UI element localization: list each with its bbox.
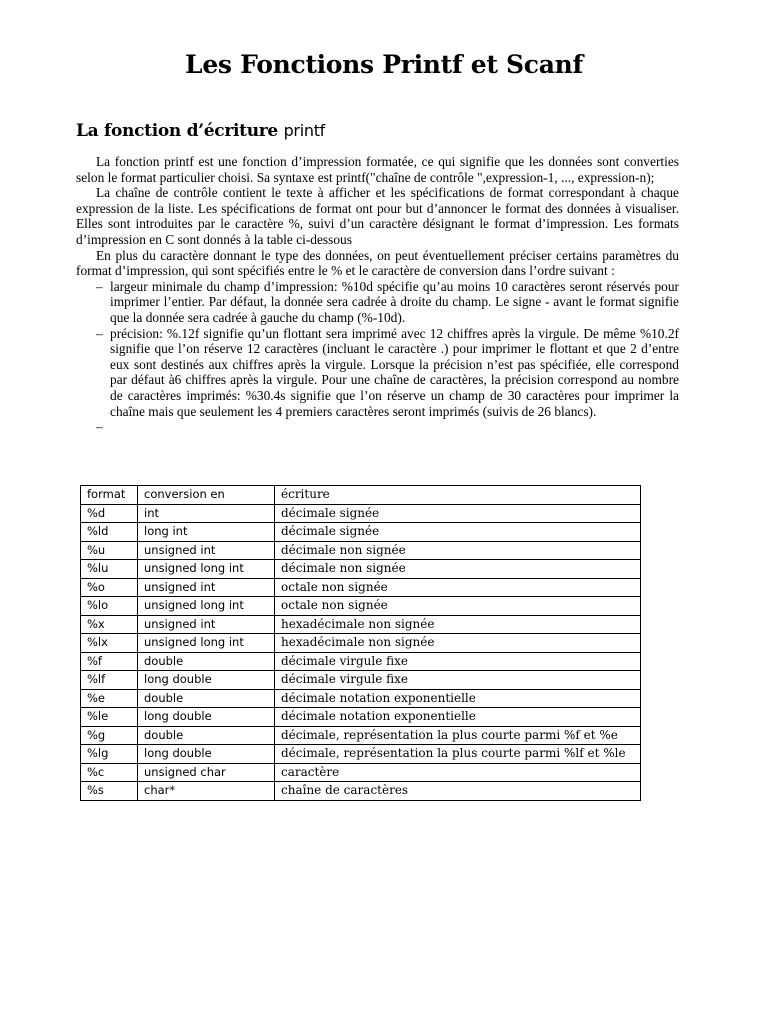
format-cell: %lf — [81, 671, 138, 690]
body-text — [76, 154, 679, 435]
list-item-text: précision: %.12f signifie qu’un flottant sera imprimé avec 12 chiffres après la virgule. De même %10.2f signifie que l’on réserve 12 caractères (incluant le caractère .) pour imprimer le flottant et que 2 d’entre eux sont destinés aux chiffres après la virgule. Lorsque la précision n’est pas spécifiée, elle correspond par défaut à6 chiffres après la virgule. Pour une chaîne de caractères, la précision correspond au nombre de caractères imprimés: %30.4s signifie que l’on réserve un champ de 30 caractères pour imprimer la chaîne mais que seulement les 4 premiers caractères seront imprimés (suivis de 26 blancs). — [110, 325, 679, 419]
ecriture-cell: décimale non signée — [275, 541, 641, 560]
conversion-cell: long double — [138, 745, 275, 764]
format-cell: %g — [81, 726, 138, 745]
section-function-name: printf — [283, 121, 326, 140]
ecriture-cell: décimale signée — [275, 523, 641, 542]
paragraph-1: La fonction printf est une fonction d’impression formatée, ce qui signifie que les données sont converties selon le format particulier choisi. Sa syntaxe est printf("chaîne de contrôle ",expression-1, ..., expression-n); — [76, 154, 679, 185]
table-row — [81, 541, 641, 560]
table-row — [81, 763, 641, 782]
format-cell: %lo — [81, 597, 138, 616]
section-heading-text: La fonction d’écriture — [76, 121, 278, 141]
conversion-cell: double — [138, 689, 275, 708]
conversion-cell: double — [138, 726, 275, 745]
format-cell: %d — [81, 504, 138, 523]
parameter-list — [76, 279, 679, 435]
table-header-cell: écriture — [275, 486, 641, 505]
list-item — [76, 279, 679, 326]
table-header-row — [81, 486, 641, 505]
table-header-cell: conversion en — [138, 486, 275, 505]
format-cell: %u — [81, 541, 138, 560]
conversion-cell: unsigned int — [138, 615, 275, 634]
format-cell: %ld — [81, 523, 138, 542]
list-item-text: largeur minimale du champ d’impression: %10d spécifie qu’au moins 10 caractères seront réservés pour imprimer l’entier. Par défaut, la donnée sera cadrée à droite du champ. Le signe - avant le format signifie que la donnée sera cadrée à gauche du champ (%-10d). — [110, 278, 679, 325]
table-row — [81, 652, 641, 671]
format-cell: %lg — [81, 745, 138, 764]
conversion-cell: char* — [138, 782, 275, 801]
list-item — [76, 326, 679, 420]
table-row — [81, 615, 641, 634]
paragraph-2: La chaîne de contrôle contient le texte à afficher et les spécifications de format correspondant à chaque expression de la liste. Les spécifications de format ont pour but d’annoncer le format des données à visualiser. Elles sont introduites par le caractère %, suivi d’un caractère désignant le format d’impression. Les formats d’impression en C sont donnés à la table ci-dessous — [76, 185, 679, 247]
format-cell: %le — [81, 708, 138, 727]
table-row — [81, 504, 641, 523]
format-table — [80, 485, 641, 801]
paragraph-3: En plus du caractère donnant le type des données, on peut éventuellement préciser certains paramètres du format d’impression, qui sont spécifiés entre le % et le caractère de conversion dans l’ordre suivant : — [76, 247, 679, 279]
table-row — [81, 726, 641, 745]
ecriture-cell: décimale non signée — [275, 560, 641, 579]
conversion-cell: int — [138, 504, 275, 523]
conversion-cell: long double — [138, 671, 275, 690]
table-row — [81, 671, 641, 690]
conversion-cell: long int — [138, 523, 275, 542]
table-row — [81, 597, 641, 616]
bullet-dash: – — [96, 325, 103, 341]
ecriture-cell: décimale notation exponentielle — [275, 689, 641, 708]
conversion-cell: long double — [138, 708, 275, 727]
conversion-cell: double — [138, 652, 275, 671]
table-row — [81, 634, 641, 653]
format-cell: %lu — [81, 560, 138, 579]
page-title: Les Fonctions Printf et Scanf — [185, 50, 583, 79]
ecriture-cell: décimale notation exponentielle — [275, 708, 641, 727]
conversion-cell: unsigned long int — [138, 597, 275, 616]
ecriture-cell: octale non signée — [275, 578, 641, 597]
conversion-cell: unsigned long int — [138, 634, 275, 653]
conversion-cell: unsigned char — [138, 763, 275, 782]
ecriture-cell: décimale virgule fixe — [275, 652, 641, 671]
ecriture-cell: décimale, représentation la plus courte parmi %lf et %le — [275, 745, 641, 764]
ecriture-cell: hexadécimale non signée — [275, 615, 641, 634]
format-cell: %f — [81, 652, 138, 671]
ecriture-cell: octale non signée — [275, 597, 641, 616]
list-item-empty — [76, 419, 679, 435]
ecriture-cell: caractère — [275, 763, 641, 782]
bullet-dash: – — [96, 419, 103, 435]
conversion-cell: unsigned long int — [138, 560, 275, 579]
ecriture-cell: décimale virgule fixe — [275, 671, 641, 690]
format-cell: %e — [81, 689, 138, 708]
section-heading — [76, 121, 325, 141]
table-row — [81, 578, 641, 597]
ecriture-cell: décimale signée — [275, 504, 641, 523]
table-row — [81, 745, 641, 764]
table-row — [81, 560, 641, 579]
conversion-cell: unsigned int — [138, 541, 275, 560]
ecriture-cell: hexadécimale non signée — [275, 634, 641, 653]
table-row — [81, 708, 641, 727]
ecriture-cell: chaîne de caractères — [275, 782, 641, 801]
table-row — [81, 689, 641, 708]
format-cell: %x — [81, 615, 138, 634]
conversion-cell: unsigned int — [138, 578, 275, 597]
table-row — [81, 523, 641, 542]
table-row — [81, 782, 641, 801]
format-cell: %c — [81, 763, 138, 782]
format-cell: %o — [81, 578, 138, 597]
format-cell: %lx — [81, 634, 138, 653]
format-cell: %s — [81, 782, 138, 801]
ecriture-cell: décimale, représentation la plus courte parmi %f et %e — [275, 726, 641, 745]
bullet-dash: – — [96, 278, 103, 294]
table-header-cell: format — [81, 486, 138, 505]
format-table-body — [81, 486, 641, 801]
